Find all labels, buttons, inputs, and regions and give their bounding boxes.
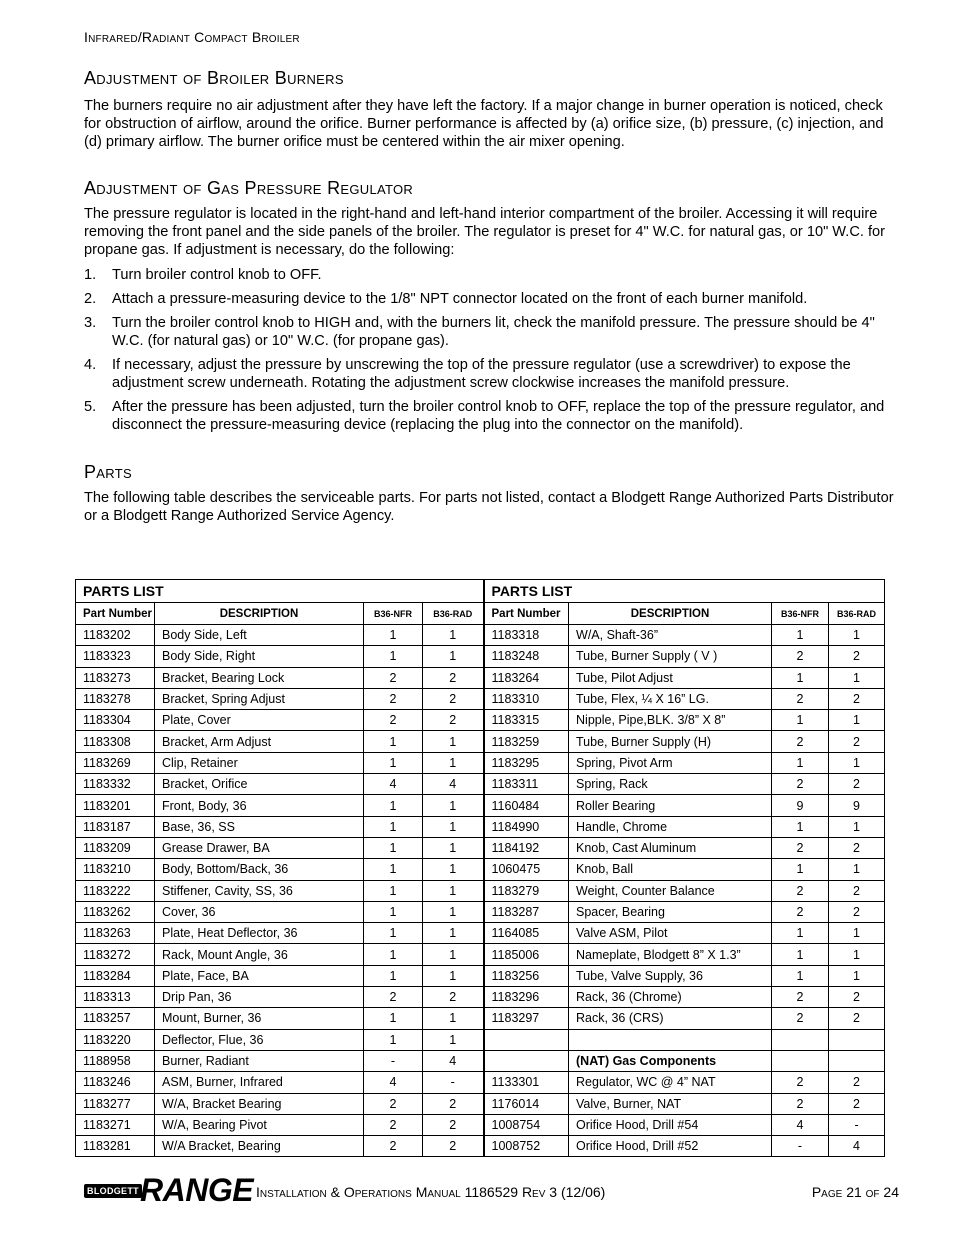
b36-rad-qty-cell: 1 — [829, 625, 885, 646]
description-cell: Tube, Pilot Adjust — [569, 667, 772, 688]
step-number: 4. — [84, 357, 97, 373]
b36-rad-qty-cell: 9 — [829, 795, 885, 816]
description-cell: Spacer, Bearing — [569, 901, 772, 922]
description-cell: Bracket, Arm Adjust — [155, 731, 364, 752]
part-number-cell: 1183272 — [76, 944, 155, 965]
description-cell: W/A, Bearing Pivot — [155, 1114, 364, 1135]
part-number-cell: 1183284 — [76, 965, 155, 986]
parts-table — [75, 579, 885, 1157]
description-cell: W/A, Bracket Bearing — [155, 1093, 364, 1114]
page-footer — [84, 1172, 899, 1208]
description-cell: Rack, 36 (Chrome) — [569, 987, 772, 1008]
b36-nfr-qty-cell: 2 — [364, 1114, 423, 1135]
b36-rad-qty-cell: 1 — [423, 646, 484, 667]
step-text: If necessary, adjust the pressure by unscrewing the top of the pressure regulator (use a screwdriver) to expose the adjustment screw underneath. Rotating the adjustment screw clockwise increases the manifold pressure. — [112, 357, 851, 391]
b36-nfr-qty-cell: 2 — [772, 731, 829, 752]
b36-rad-qty-cell: 1 — [423, 1029, 484, 1050]
regulator-step — [84, 356, 899, 392]
table-row — [76, 987, 885, 1008]
part-number-cell: 1183262 — [76, 901, 155, 922]
header-part-number: Part Number — [484, 603, 569, 625]
description-cell: Stiffener, Cavity, SS, 36 — [155, 880, 364, 901]
part-number-cell: 1060475 — [484, 859, 569, 880]
b36-nfr-qty-cell: 1 — [772, 944, 829, 965]
step-text: After the pressure has been adjusted, turn the broiler control knob to OFF, replace the top of the pressure regulator, and disconnect the pressure-measuring device (replacing the plug into the connector on the manifold). — [112, 399, 885, 433]
header-b36-rad: B36-RAD — [423, 603, 484, 625]
b36-rad-qty-cell: 1 — [829, 944, 885, 965]
description-cell: Tube, Burner Supply ( V ) — [569, 646, 772, 667]
b36-rad-qty-cell: 1 — [829, 816, 885, 837]
b36-rad-qty-cell: 4 — [423, 774, 484, 795]
part-number-cell: 1183222 — [76, 880, 155, 901]
part-number-cell: 1183279 — [484, 880, 569, 901]
b36-nfr-qty-cell: 2 — [772, 837, 829, 858]
b36-nfr-qty-cell: 1 — [772, 965, 829, 986]
b36-rad-qty-cell: 1 — [829, 923, 885, 944]
table-row — [76, 667, 885, 688]
b36-nfr-qty-cell: 1 — [364, 944, 423, 965]
description-cell: Grease Drawer, BA — [155, 837, 364, 858]
b36-nfr-qty-cell: 4 — [364, 774, 423, 795]
b36-rad-qty-cell: 2 — [423, 1114, 484, 1135]
description-cell: Nameplate, Blodgett 8” X 1.3” — [569, 944, 772, 965]
b36-nfr-qty-cell: 1 — [364, 837, 423, 858]
table-row — [76, 837, 885, 858]
b36-nfr-qty-cell: 1 — [364, 731, 423, 752]
part-number-cell: 1008754 — [484, 1114, 569, 1135]
column-header-row — [76, 603, 885, 625]
step-text: Attach a pressure-measuring device to the 1/8" NPT connector located on the front of each burner manifold. — [112, 291, 808, 307]
b36-nfr-qty-cell: 1 — [772, 859, 829, 880]
b36-rad-qty-cell: 1 — [423, 816, 484, 837]
description-cell — [569, 1029, 772, 1050]
b36-rad-qty-cell: 2 — [423, 710, 484, 731]
part-number-cell: 1183273 — [76, 667, 155, 688]
b36-nfr-qty-cell: 2 — [772, 987, 829, 1008]
b36-rad-qty-cell: 2 — [829, 688, 885, 709]
b36-nfr-qty-cell: 2 — [772, 646, 829, 667]
b36-rad-qty-cell: 1 — [423, 859, 484, 880]
b36-rad-qty-cell: - — [423, 1072, 484, 1093]
footer-manual-info: Installation & Operations Manual 1186529 Rev 3 (12/06) — [256, 1184, 606, 1200]
header-b36-nfr: B36-NFR — [772, 603, 829, 625]
parts-table-body — [76, 625, 885, 1157]
b36-rad-qty-cell: 2 — [423, 1136, 484, 1157]
b36-rad-qty-cell: 1 — [423, 901, 484, 922]
step-text: Turn the broiler control knob to HIGH and, with the burners lit, check the manifold pressure. The pressure should be 4" W.C. (for natural gas) or 10" W.C. (for propane gas). — [112, 315, 875, 349]
step-text: Turn broiler control knob to OFF. — [112, 267, 322, 283]
section-body-regulator: The pressure regulator is located in the right-hand and left-hand interior compartment of the broiler. Accessing it will require removing the front panel and the side panels of the broiler. The regulator is preset for 4" W.C. for natural gas, or 10" W.C. for propane gas. If adjustment is necessary, do the following: — [84, 206, 886, 258]
step-number: 5. — [84, 399, 97, 415]
table-row — [76, 965, 885, 986]
part-number-cell: 1183297 — [484, 1008, 569, 1029]
table-row — [76, 1029, 885, 1050]
b36-nfr-qty-cell: 2 — [772, 774, 829, 795]
b36-rad-qty-cell: 2 — [829, 901, 885, 922]
description-cell: Nipple, Pipe,BLK. 3/8” X 8” — [569, 710, 772, 731]
table-row — [76, 1072, 885, 1093]
b36-rad-qty-cell: 2 — [829, 837, 885, 858]
part-number-cell: 1183278 — [76, 688, 155, 709]
b36-nfr-qty-cell: 1 — [364, 859, 423, 880]
b36-nfr-qty-cell: 2 — [364, 710, 423, 731]
table-row — [76, 752, 885, 773]
b36-nfr-qty-cell: 2 — [364, 1093, 423, 1114]
b36-nfr-qty-cell: 2 — [364, 667, 423, 688]
part-number-cell: 1183187 — [76, 816, 155, 837]
description-cell: Base, 36, SS — [155, 816, 364, 837]
table-row — [76, 1050, 885, 1071]
b36-rad-qty-cell: 1 — [423, 944, 484, 965]
b36-rad-qty-cell: 2 — [829, 1008, 885, 1029]
b36-rad-qty-cell: 2 — [829, 774, 885, 795]
b36-nfr-qty-cell: 1 — [364, 965, 423, 986]
part-number-cell — [484, 1029, 569, 1050]
table-row — [76, 646, 885, 667]
b36-nfr-qty-cell: 2 — [772, 901, 829, 922]
part-number-cell: 1183269 — [76, 752, 155, 773]
part-number-cell: 1160484 — [484, 795, 569, 816]
part-number-cell: 1183304 — [76, 710, 155, 731]
description-cell: Body Side, Left — [155, 625, 364, 646]
b36-nfr-qty-cell: 2 — [772, 1008, 829, 1029]
b36-rad-qty-cell — [829, 1029, 885, 1050]
b36-nfr-qty-cell: 2 — [772, 880, 829, 901]
b36-nfr-qty-cell: 1 — [772, 710, 829, 731]
table-row — [76, 710, 885, 731]
table-row — [76, 859, 885, 880]
b36-rad-qty-cell: 1 — [423, 965, 484, 986]
b36-nfr-qty-cell: 1 — [772, 667, 829, 688]
b36-rad-qty-cell: 2 — [829, 731, 885, 752]
description-cell: Weight, Counter Balance — [569, 880, 772, 901]
b36-nfr-qty-cell: 1 — [364, 795, 423, 816]
step-number: 2. — [84, 291, 97, 307]
part-number-cell — [484, 1050, 569, 1071]
b36-rad-qty-cell: 1 — [829, 752, 885, 773]
description-cell: W/A, Shaft-36” — [569, 625, 772, 646]
part-number-cell: 1183264 — [484, 667, 569, 688]
parts-list-title-row — [76, 580, 885, 603]
part-number-cell: 1008752 — [484, 1136, 569, 1157]
part-number-cell: 1184990 — [484, 816, 569, 837]
description-cell: Drip Pan, 36 — [155, 987, 364, 1008]
table-row — [76, 795, 885, 816]
description-cell: Plate, Heat Deflector, 36 — [155, 923, 364, 944]
b36-rad-qty-cell: 2 — [829, 880, 885, 901]
table-row — [76, 688, 885, 709]
step-number: 1. — [84, 267, 97, 283]
b36-rad-qty-cell: 1 — [423, 837, 484, 858]
table-row — [76, 1008, 885, 1029]
part-number-cell: 1183259 — [484, 731, 569, 752]
b36-nfr-qty-cell: 1 — [364, 901, 423, 922]
description-cell: Regulator, WC @ 4” NAT — [569, 1072, 772, 1093]
description-cell: Rack, 36 (CRS) — [569, 1008, 772, 1029]
description-cell: Plate, Face, BA — [155, 965, 364, 986]
b36-nfr-qty-cell: - — [772, 1136, 829, 1157]
description-cell: ASM, Burner, Infrared — [155, 1072, 364, 1093]
b36-nfr-qty-cell: 9 — [772, 795, 829, 816]
description-cell: Bracket, Bearing Lock — [155, 667, 364, 688]
header-b36-nfr: B36-NFR — [364, 603, 423, 625]
b36-rad-qty-cell: 1 — [423, 752, 484, 773]
regulator-step — [84, 398, 899, 434]
table-row — [76, 901, 885, 922]
b36-rad-qty-cell: 2 — [423, 667, 484, 688]
part-number-cell: 1183315 — [484, 710, 569, 731]
b36-nfr-qty-cell: 1 — [364, 923, 423, 944]
description-cell: Tube, Flex, ¼ X 16” LG. — [569, 688, 772, 709]
description-cell: Bracket, Orifice — [155, 774, 364, 795]
part-number-cell: 1183257 — [76, 1008, 155, 1029]
b36-rad-qty-cell: 2 — [423, 987, 484, 1008]
description-cell: Mount, Burner, 36 — [155, 1008, 364, 1029]
description-cell: Cover, 36 — [155, 901, 364, 922]
description-cell: Body, Bottom/Back, 36 — [155, 859, 364, 880]
b36-nfr-qty-cell: 1 — [364, 646, 423, 667]
blodgett-logo — [84, 1184, 142, 1198]
description-cell: Deflector, Flue, 36 — [155, 1029, 364, 1050]
table-row — [76, 923, 885, 944]
description-cell: W/A Bracket, Bearing — [155, 1136, 364, 1157]
part-number-cell: 1183296 — [484, 987, 569, 1008]
part-number-cell: 1183201 — [76, 795, 155, 816]
b36-nfr-qty-cell — [772, 1050, 829, 1071]
header-part-number: Part Number — [76, 603, 155, 625]
table-row — [76, 880, 885, 901]
b36-nfr-qty-cell: 2 — [364, 1136, 423, 1157]
b36-rad-qty-cell: 2 — [423, 1093, 484, 1114]
part-number-cell: 1183246 — [76, 1072, 155, 1093]
description-cell: Burner, Radiant — [155, 1050, 364, 1071]
part-number-cell: 1183263 — [76, 923, 155, 944]
regulator-step — [84, 314, 899, 350]
b36-rad-qty-cell: 2 — [829, 646, 885, 667]
description-cell: Roller Bearing — [569, 795, 772, 816]
part-number-cell: 1183332 — [76, 774, 155, 795]
description-cell: Knob, Cast Aluminum — [569, 837, 772, 858]
b36-nfr-qty-cell: 1 — [772, 625, 829, 646]
description-cell: Rack, Mount Angle, 36 — [155, 944, 364, 965]
description-cell: Tube, Burner Supply (H) — [569, 731, 772, 752]
b36-rad-qty-cell: 1 — [423, 625, 484, 646]
regulator-step — [84, 290, 899, 308]
b36-rad-qty-cell: 1 — [423, 795, 484, 816]
description-cell: Knob, Ball — [569, 859, 772, 880]
b36-rad-qty-cell: 1 — [829, 710, 885, 731]
part-number-cell: 1183210 — [76, 859, 155, 880]
b36-rad-qty-cell: 2 — [829, 1093, 885, 1114]
b36-rad-qty-cell: 1 — [829, 667, 885, 688]
description-cell: Body Side, Right — [155, 646, 364, 667]
description-cell: Orifice Hood, Drill #54 — [569, 1114, 772, 1135]
b36-rad-qty-cell: 1 — [829, 965, 885, 986]
description-cell: Plate, Cover — [155, 710, 364, 731]
part-number-cell: 1183308 — [76, 731, 155, 752]
section-body-burners: The burners require no air adjustment after they have left the factory. If a major change in burner operation is noticed, check for obstruction of airflow, around the orifice. Burner performance is affected by (a) orifice size, (b) pressure, (c) injection, and (d) primary airflow. The burner orifice must be centered within the air mixer opening. — [84, 98, 884, 150]
part-number-cell: 1183318 — [484, 625, 569, 646]
b36-nfr-qty-cell: 2 — [772, 1072, 829, 1093]
b36-nfr-qty-cell: 1 — [364, 1008, 423, 1029]
part-number-cell: 1183220 — [76, 1029, 155, 1050]
part-number-cell: 1183310 — [484, 688, 569, 709]
table-row — [76, 944, 885, 965]
section-title-parts: Parts — [84, 462, 132, 482]
description-cell: Valve ASM, Pilot — [569, 923, 772, 944]
part-number-cell: 1183248 — [484, 646, 569, 667]
table-row — [76, 774, 885, 795]
b36-rad-qty-cell: 1 — [423, 1008, 484, 1029]
blodgett-logo-text: BLODGETT — [87, 1186, 139, 1196]
table-row — [76, 625, 885, 646]
b36-nfr-qty-cell: 1 — [772, 752, 829, 773]
part-number-cell: 1183256 — [484, 965, 569, 986]
description-cell: Bracket, Spring Adjust — [155, 688, 364, 709]
b36-nfr-qty-cell: 1 — [364, 880, 423, 901]
regulator-step — [84, 266, 899, 284]
header-description: DESCRIPTION — [155, 603, 364, 625]
b36-nfr-qty-cell — [772, 1029, 829, 1050]
table-row — [76, 1114, 885, 1135]
part-number-cell: 1183271 — [76, 1114, 155, 1135]
description-cell: Front, Body, 36 — [155, 795, 364, 816]
description-cell: Handle, Chrome — [569, 816, 772, 837]
part-number-cell: 1183277 — [76, 1093, 155, 1114]
b36-rad-qty-cell: - — [829, 1114, 885, 1135]
part-number-cell: 1183323 — [76, 646, 155, 667]
part-number-cell: 1188958 — [76, 1050, 155, 1071]
b36-nfr-qty-cell: 1 — [364, 625, 423, 646]
description-cell: Orifice Hood, Drill #52 — [569, 1136, 772, 1157]
part-number-cell: 1183209 — [76, 837, 155, 858]
description-cell: Spring, Rack — [569, 774, 772, 795]
b36-rad-qty-cell: 2 — [423, 688, 484, 709]
range-logo: RANGE — [140, 1172, 254, 1208]
table-row — [76, 1093, 885, 1114]
b36-rad-qty-cell: 4 — [829, 1136, 885, 1157]
section-title-burners: Adjustment of Broiler Burners — [84, 68, 344, 88]
part-number-cell: 1176014 — [484, 1093, 569, 1114]
section-body-parts: The following table describes the serviceable parts. For parts not listed, contact a Blodgett Range Authorized Parts Distributor or a Blodgett Range Authorized Service Agency. — [84, 490, 894, 524]
part-number-cell: 1183202 — [76, 625, 155, 646]
b36-nfr-qty-cell: 2 — [772, 1093, 829, 1114]
part-number-cell: 1133301 — [484, 1072, 569, 1093]
part-number-cell: 1185006 — [484, 944, 569, 965]
b36-rad-qty-cell: 1 — [829, 859, 885, 880]
b36-nfr-qty-cell: 2 — [364, 688, 423, 709]
description-cell: Tube, Valve Supply, 36 — [569, 965, 772, 986]
table-row — [76, 731, 885, 752]
b36-rad-qty-cell: 1 — [423, 923, 484, 944]
b36-nfr-qty-cell: 4 — [364, 1072, 423, 1093]
b36-rad-qty-cell: 1 — [423, 880, 484, 901]
b36-rad-qty-cell — [829, 1050, 885, 1071]
part-number-cell: 1183313 — [76, 987, 155, 1008]
description-cell: Clip, Retainer — [155, 752, 364, 773]
part-number-cell: 1164085 — [484, 923, 569, 944]
description-cell: (NAT) Gas Components — [569, 1050, 772, 1071]
part-number-cell: 1183287 — [484, 901, 569, 922]
header-description: DESCRIPTION — [569, 603, 772, 625]
part-number-cell: 1183281 — [76, 1136, 155, 1157]
parts-list-title-left: PARTS LIST — [76, 580, 484, 603]
b36-rad-qty-cell: 1 — [423, 731, 484, 752]
b36-nfr-qty-cell: 4 — [772, 1114, 829, 1135]
b36-rad-qty-cell: 2 — [829, 987, 885, 1008]
b36-rad-qty-cell: 2 — [829, 1072, 885, 1093]
b36-nfr-qty-cell: 1 — [772, 923, 829, 944]
section-title-regulator: Adjustment of Gas Pressure Regulator — [84, 178, 414, 198]
table-row — [76, 1136, 885, 1157]
step-number: 3. — [84, 315, 97, 331]
description-cell: Valve, Burner, NAT — [569, 1093, 772, 1114]
b36-nfr-qty-cell: 1 — [364, 816, 423, 837]
description-cell: Spring, Pivot Arm — [569, 752, 772, 773]
part-number-cell: 1183311 — [484, 774, 569, 795]
b36-nfr-qty-cell: - — [364, 1050, 423, 1071]
header-b36-rad: B36-RAD — [829, 603, 885, 625]
running-head: Infrared/Radiant Compact Broiler — [84, 29, 300, 45]
b36-nfr-qty-cell: 1 — [364, 1029, 423, 1050]
part-number-cell: 1183295 — [484, 752, 569, 773]
part-number-cell: 1184192 — [484, 837, 569, 858]
b36-nfr-qty-cell: 2 — [364, 987, 423, 1008]
b36-rad-qty-cell: 4 — [423, 1050, 484, 1071]
b36-nfr-qty-cell: 2 — [772, 688, 829, 709]
parts-list-title-right: PARTS LIST — [484, 580, 885, 603]
footer-page-number: Page 21 of 24 — [811, 1184, 899, 1200]
b36-nfr-qty-cell: 1 — [364, 752, 423, 773]
table-row — [76, 816, 885, 837]
b36-nfr-qty-cell: 1 — [772, 816, 829, 837]
